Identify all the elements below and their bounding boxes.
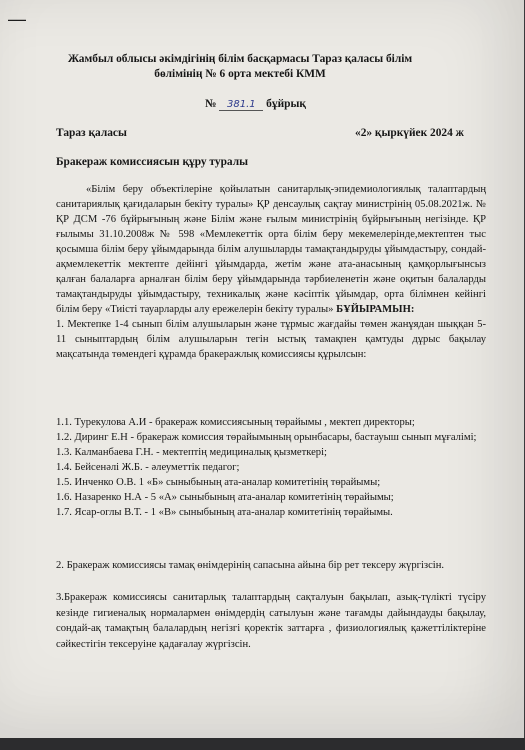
order-date: «2» қыркүйек 2024 ж xyxy=(355,127,464,139)
member-item: 1.6. Назаренко Н.А - 5 «А» сыныбының ата-аналар комитетінің төрайымы; xyxy=(56,492,394,503)
order-body xyxy=(56,182,486,362)
corner-mark: — xyxy=(8,9,26,29)
member-item: 1.1. Турекулова А.И - бракераж комиссиясының төрайымы , мектеп директоры; xyxy=(56,417,415,428)
order-number-line xyxy=(205,98,306,111)
background-surface xyxy=(0,738,525,750)
order-word: бұйрық xyxy=(266,98,306,110)
document-header xyxy=(40,52,440,82)
header-line-2: бөлімінің № 6 орта мектебі КММ xyxy=(154,68,326,80)
member-item: 1.2. Диринг Е.Н - бракераж комиссия төрайымының орынбасары, бастауыш сынып мұғалімі; xyxy=(56,432,477,443)
item-2-section xyxy=(56,558,486,573)
item-2-paragraph: 2. Бракераж комиссиясы тамақ өнімдерінің сапасына айына бір рет тексеру жүргізсін. xyxy=(56,560,445,571)
preamble-text: «Білім беру объектілеріне қойылатын санитарлық-эпидемиологиялық талаптардың санитариялық қағидаларын бекіту туралы» ҚР денсаулық сақтау министрінің 05.08.2021ж. № ҚР ДСМ -76 бұйрығының және Білім және ғылым министрінің бұйрығының негізінде. ҚР ғылымы 31.10.2008ж № 598 «Мемлекеттік орта білім беру мекемелерінде,мектептен тыс қосымша білім беру ұйымдарында білім алушыларды тамақтандыруды ұйымдастыру, сондай-ақмемлекеттік мектепте дейінгі ұйымдарда, жетім және ата-анасының қамқорлығынсыз қалған балаларға арналған білім беру ұйымдарында тәрбиеленетін және оқитын балаларды тамақтандыруды ұйымдастыру, техникалық және кәсіптік ұйымдар, орта білімнен кейінгі білім беру «Тиісті тауарларды алу ережелерін бекіту туралы» xyxy=(56,184,486,315)
order-prefix: № xyxy=(205,98,217,110)
member-item: 1.5. Инченко О.В. 1 «Б» сыныбының ата-аналар комитетінің төрайымы; xyxy=(56,477,381,488)
city-label: Тараз қаласы xyxy=(56,127,127,139)
item-3-paragraph: 3.Бракераж комиссиясы санитарлық талаптардың сақталуын бақылап, азық-түлікті түсіру кезінде гигиеналық нормалармен өнімдердің сатылуын және тағамды дайындауды бақылау, сондай-ақ тамақтың балалардың негізгі қоректік заттарға , физиологиялық қажеттіліктеріне сәйкестігін тексеруіне қадағалау жүргізсін. xyxy=(56,592,486,650)
member-item: 1.4. Бейсенәлі Ж.Б. - әлеуметтік педагог; xyxy=(56,462,240,473)
member-item: 1.7. Ясар-оглы В.Т. - 1 «В» сыныбының ата-аналар комитетінің төрайымы. xyxy=(56,507,393,518)
decree-word: БҰЙЫРАМЫН: xyxy=(336,304,415,315)
order-subject: Бракераж комиссиясын құру туралы xyxy=(56,156,248,168)
preamble-paragraph xyxy=(56,182,486,317)
item-3-section xyxy=(56,590,486,652)
item-1-paragraph: 1. Мектепке 1-4 сынып білім алушыларын және тұрмыс жағдайы төмен жанұядан шыққан 5-11 сыныптардың білім алушыларын тегін ыстық тамақпен қамтуды дұрыс бақылау мақсатында төмендегі құрамда бракеражлық комиссиясы құрылсын: xyxy=(56,319,486,360)
commission-members-list xyxy=(56,415,486,520)
member-item: 1.3. Калманбаева Г.Н. - мектептің медициналық қызметкері; xyxy=(56,447,327,458)
header-line-1: Жамбыл облысы әкімдігінің білім басқармасы Тараз қаласы білім xyxy=(67,53,413,65)
handwritten-order-number: 381.1 xyxy=(219,99,263,111)
